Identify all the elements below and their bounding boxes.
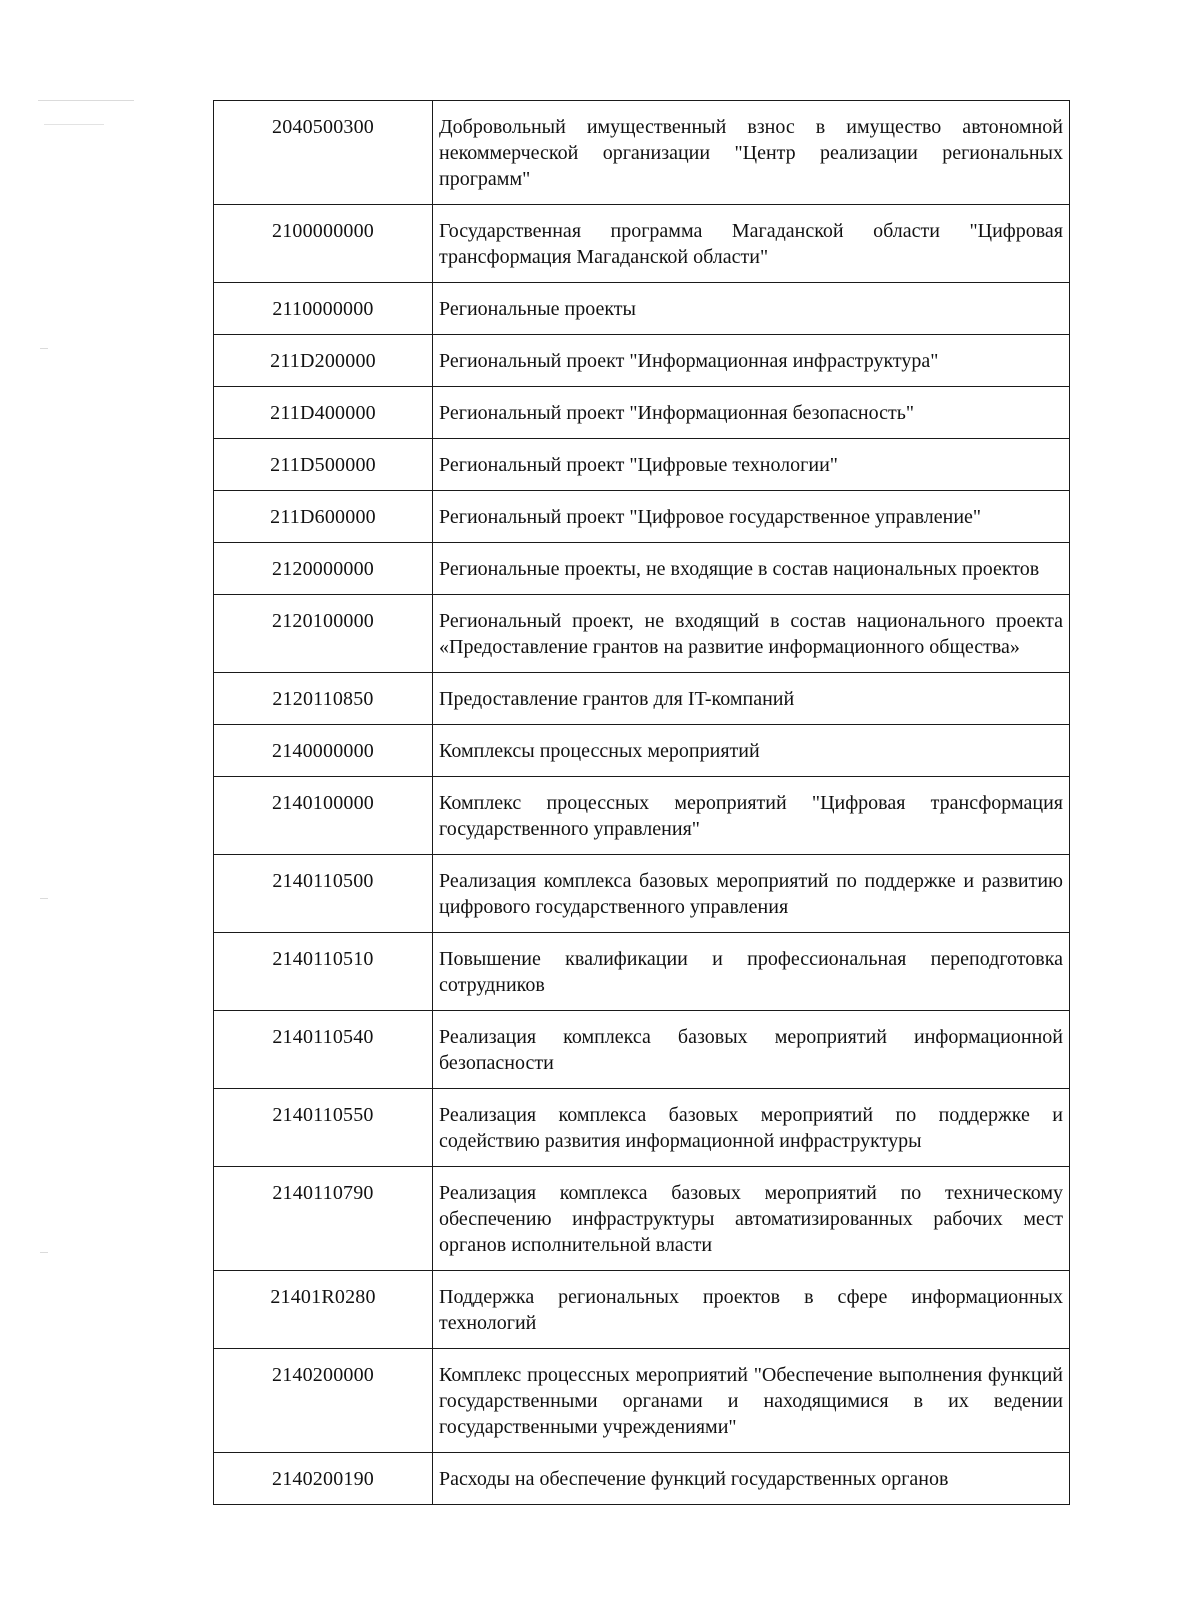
row-code: 2140200190 — [214, 1453, 433, 1505]
row-code: 2140110550 — [214, 1089, 433, 1167]
row-code: 2140110790 — [214, 1167, 433, 1271]
table-row — [214, 335, 1070, 387]
row-code: 2140000000 — [214, 725, 433, 777]
table-row — [214, 283, 1070, 335]
row-code: 211D400000 — [214, 387, 433, 439]
row-code: 211D200000 — [214, 335, 433, 387]
table-row — [214, 855, 1070, 933]
row-name: Региональный проект "Информационная инфраструктура" — [433, 335, 1070, 387]
table-row — [214, 1011, 1070, 1089]
row-code: 2100000000 — [214, 205, 433, 283]
row-name: Реализация комплекса базовых мероприятий информационной безопасности — [433, 1011, 1070, 1089]
row-name: Поддержка региональных проектов в сфере информационных технологий — [433, 1271, 1070, 1349]
budget-codes-table — [213, 100, 1070, 1505]
row-code: 2040500300 — [214, 101, 433, 205]
row-name: Региональный проект "Цифровые технологии" — [433, 439, 1070, 491]
table-row — [214, 1349, 1070, 1453]
row-name: Региональный проект "Цифровое государственное управление" — [433, 491, 1070, 543]
row-code: 2120100000 — [214, 595, 433, 673]
row-name: Повышение квалификации и профессиональная переподготовка сотрудников — [433, 933, 1070, 1011]
row-code: 2110000000 — [214, 283, 433, 335]
table-row — [214, 543, 1070, 595]
row-code: 211D600000 — [214, 491, 433, 543]
table-row — [214, 1089, 1070, 1167]
table-row — [214, 725, 1070, 777]
table-row — [214, 595, 1070, 673]
row-name: Реализация комплекса базовых мероприятий по поддержке и содействию развития информационной инфраструктуры — [433, 1089, 1070, 1167]
row-name: Добровольный имущественный взнос в имущество автономной некоммерческой организации "Центр реализации региональных программ" — [433, 101, 1070, 205]
row-code: 2140110510 — [214, 933, 433, 1011]
row-name: Региональный проект, не входящий в состав национального проекта «Предоставление грантов на развитие информационного общества» — [433, 595, 1070, 673]
table-row — [214, 387, 1070, 439]
row-name: Государственная программа Магаданской области "Цифровая трансформация Магаданской области" — [433, 205, 1070, 283]
scan-speck — [40, 348, 48, 349]
scan-speck — [40, 1252, 48, 1253]
row-name: Комплексы процессных мероприятий — [433, 725, 1070, 777]
row-code: 2120110850 — [214, 673, 433, 725]
row-name: Реализация комплекса базовых мероприятий по поддержке и развитию цифрового государственного управления — [433, 855, 1070, 933]
row-code: 2140100000 — [214, 777, 433, 855]
table-row — [214, 439, 1070, 491]
table-body — [214, 101, 1070, 1505]
row-code: 21401R0280 — [214, 1271, 433, 1349]
row-code: 2120000000 — [214, 543, 433, 595]
row-name: Предоставление грантов для IT-компаний — [433, 673, 1070, 725]
row-name: Региональный проект "Информационная безопасность" — [433, 387, 1070, 439]
row-name: Комплекс процессных мероприятий "Обеспечение выполнения функций государственными органами и находящимися в их ведении государственными учреждениями" — [433, 1349, 1070, 1453]
table-row — [214, 673, 1070, 725]
table-row — [214, 1453, 1070, 1505]
row-name: Реализация комплекса базовых мероприятий по техническому обеспечению инфраструктуры автоматизированных рабочих мест органов исполнительной власти — [433, 1167, 1070, 1271]
table-row — [214, 1167, 1070, 1271]
row-name: Расходы на обеспечение функций государственных органов — [433, 1453, 1070, 1505]
row-code: 211D500000 — [214, 439, 433, 491]
table-row — [214, 1271, 1070, 1349]
scan-speck — [40, 898, 48, 899]
table-row — [214, 205, 1070, 283]
scan-speck — [38, 100, 134, 101]
table-row — [214, 491, 1070, 543]
row-code: 2140110500 — [214, 855, 433, 933]
row-code: 2140200000 — [214, 1349, 433, 1453]
table-row — [214, 101, 1070, 205]
row-name: Региональные проекты, не входящие в состав национальных проектов — [433, 543, 1070, 595]
row-code: 2140110540 — [214, 1011, 433, 1089]
row-name: Региональные проекты — [433, 283, 1070, 335]
table-row — [214, 777, 1070, 855]
scan-speck — [44, 124, 104, 125]
table-row — [214, 933, 1070, 1011]
row-name: Комплекс процессных мероприятий "Цифровая трансформация государственного управления" — [433, 777, 1070, 855]
